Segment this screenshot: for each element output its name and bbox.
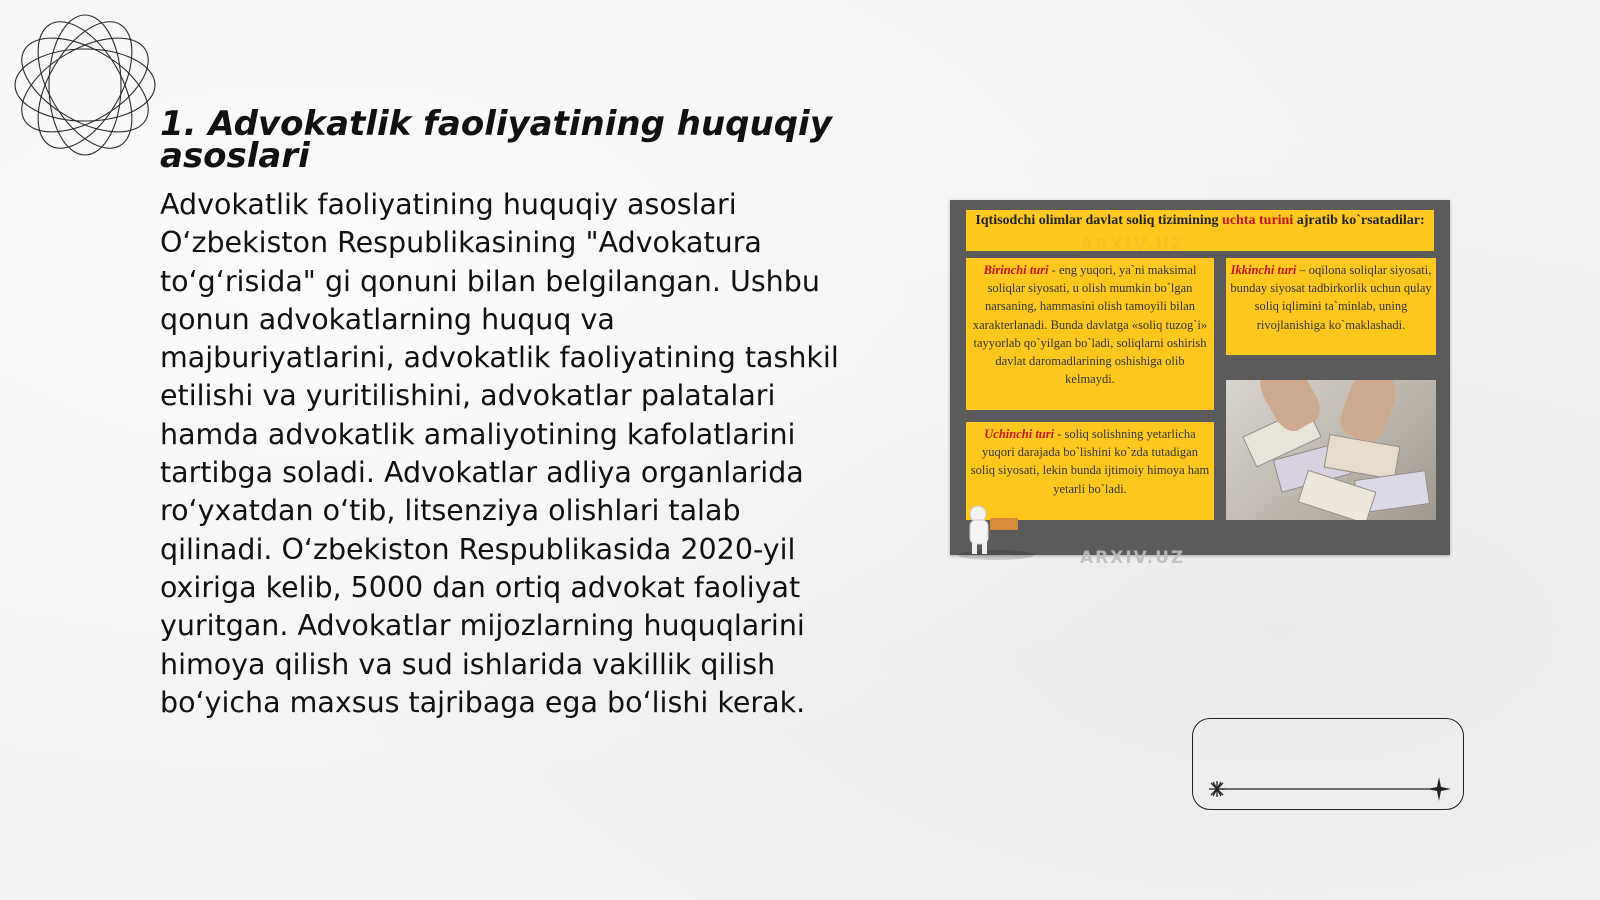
figurine-icon: [956, 500, 1046, 560]
figure-header-text-end: ajratib ko`rsatadilar:: [1293, 213, 1425, 228]
sparkle-icon: [1427, 777, 1451, 801]
starburst-icon: [1209, 781, 1225, 797]
figure-box-second-type: [1226, 258, 1436, 355]
figure-header-text: Iqtisodchi olimlar davlat soliq tizimining: [975, 213, 1223, 228]
card-line: [1193, 719, 1465, 811]
watermark: ARXIV.UZ: [1080, 235, 1186, 255]
box-text: - soliq solishning yetarlicha yuqori darajada bo`lishini ko`zda tutadigan soliq siyosati, lekin bunda ijtimoiy himoya ham yetarli bo`ladi.: [970, 427, 1210, 496]
figure-box-first-type: [966, 258, 1214, 410]
slide-body-text: Advokatlik faoliyatining huquqiy asoslari O‘zbekiston Respublikasining "Advokatura to‘g‘risida" gi qonuni bilan belgilangan. Ushbu qonun advokatlarning huquq va majburiyatlarini, advokatlik faoliyatining tashkil etilishi va yuritilishini, advokatlar palatalari hamda advokatlik amaliyotining kafolatlarini tartibga soladi. Advokatlar adliya organlarida ro‘yxatdan o‘tib, litsenziya olishlari talab qilinadi. O‘zbekiston Respublikasida 2020-yil oxiriga kelib, 5000 dan ortiq advokat faoliyat yuritgan. Advokatlar mijozlarning huquqlarini himoya qilish va sud ishlarida vakillik qilish bo‘yicha maxsus tajribaga ega bo‘lishi kerak.: [160, 188, 839, 719]
box-text: - eng yuqori, ya`ni maksimal soliqlar siyosati, u olish mumkin bo`lgan narsaning, hammasini olish tamoyili bilan xarakterlanadi. Bunda davlatga «soliq tuzog`i» tayyorlab qo`yilgan bo`ladi, soliqlarni oshirish davlat daromadlarining oshishiga olib kelmaydi.: [972, 263, 1208, 387]
spirograph-ornament-icon: [10, 10, 160, 160]
tax-policy-figure: [950, 200, 1450, 568]
money-photo: [1226, 380, 1436, 520]
watermark: ARXIV.UZ: [1080, 548, 1186, 568]
box-lead: Birinchi turi: [983, 263, 1049, 277]
box-lead: Uchinchi turi: [984, 427, 1055, 441]
figure-header-highlight: uchta turini: [1222, 213, 1294, 228]
figure-header: [966, 210, 1434, 251]
decorative-card: [1192, 718, 1464, 810]
box-lead: Ikkinchi turi: [1230, 263, 1297, 277]
box-text: – oqilona soliqlar siyosati, bunday siyosat tadbirkorlik uchun qulay soliq iqlimini ta`minlab, uning rivojlanishiga ko`maklashadi.: [1230, 263, 1432, 332]
slide-title: 1. Advokatlik faoliyatining huquqiy asoslari: [160, 104, 832, 176]
